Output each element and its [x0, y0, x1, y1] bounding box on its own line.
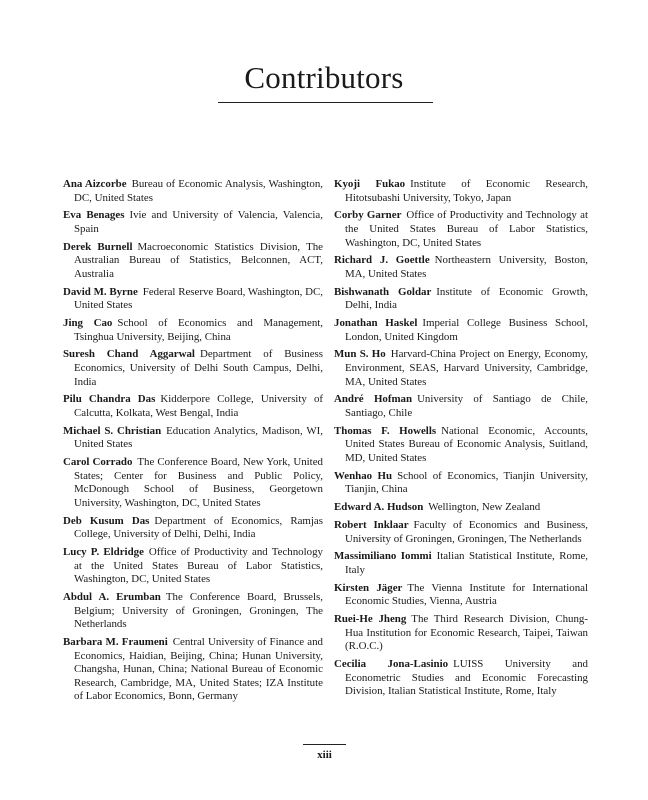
contributor-affiliation: Office of Productivity and Technology at the United States Bureau of Labor Statistics, Washington, DC, United States	[74, 546, 323, 586]
contributor-affiliation: Italian Statistical Institute, Rome, Italy	[345, 550, 588, 576]
contributor-name: Kirsten Jäger	[334, 581, 403, 594]
contributor-entry	[334, 209, 588, 250]
contributor-name: Michael S. Christian	[63, 424, 162, 437]
page-title: Contributors	[244, 60, 404, 95]
contributor-entry	[334, 470, 588, 497]
contributor-entry	[63, 393, 323, 420]
contributor-affiliation: School of Economics, Tianjin University, Tianjin, China	[345, 469, 588, 496]
folio-rule	[303, 744, 346, 745]
contributor-entry	[63, 178, 323, 205]
contributor-entry	[63, 546, 323, 587]
contributor-entry	[334, 348, 588, 389]
contributor-entry	[334, 582, 588, 609]
contributor-name: Edward A. Hudson	[334, 501, 424, 514]
contributor-affiliation: Office of Productivity and Technology at the United States Bureau of Labor Statistics, Washington, DC, United States	[345, 209, 588, 249]
contributor-entry	[63, 241, 323, 282]
contributor-entry	[63, 317, 323, 344]
contributor-entry	[63, 456, 323, 510]
contributor-name: Bishwanath Goldar	[334, 285, 432, 298]
contributor-name: Carol Corrado	[63, 456, 133, 469]
contributor-name: Eva Benages	[63, 209, 125, 222]
contributor-name: Massimiliano Iommi	[334, 550, 432, 563]
contributor-name: André Hofman	[334, 393, 413, 406]
contributor-name: Lucy P. Eldridge	[63, 546, 144, 559]
contributor-name: Jonathan Haskel	[334, 317, 418, 330]
page-number: xiii	[317, 749, 332, 761]
contributor-name: Cecilia Jona-Lasinio	[334, 658, 449, 671]
contributor-name: Corby Garner	[334, 209, 402, 222]
contributor-affiliation: Department of Business Economics, University of Delhi South Campus, Delhi, India	[74, 348, 324, 388]
contributor-affiliation: Institute of Economic Research, Hitotsubashi University, Tokyo, Japan	[345, 178, 588, 204]
contributor-name: Jing Cao	[63, 317, 113, 330]
contributor-entry	[334, 658, 588, 699]
contributor-name: Abdul A. Erumban	[63, 591, 161, 604]
contributor-entry	[63, 591, 323, 632]
contributor-entry	[334, 550, 588, 577]
contributor-entry	[63, 348, 323, 389]
contributors-right-column	[334, 178, 588, 703]
contributor-affiliation: LUISS University and Econometric Studies and Economic Forecasting Division, Italian Statistical Institute, Rome, Italy	[345, 658, 588, 698]
contributor-name: Richard J. Goettle	[334, 254, 430, 267]
contributor-name: Wenhao Hu	[334, 469, 393, 482]
contributor-affiliation: The Third Research Division, Chung-Hua Institution for Economic Research, Taipei, Taiwan (R.O.C.)	[345, 613, 588, 653]
contributor-affiliation: Macroeconomic Statistics Division, The Australian Bureau of Statistics, Belconnen, ACT, Australia	[74, 240, 324, 280]
contributor-name: Ana Aizcorbe	[63, 178, 127, 190]
contributor-affiliation: University of Santiago de Chile, Santiago, Chile	[345, 393, 588, 420]
contributor-name: Barbara M. Fraumeni	[63, 636, 168, 649]
contributor-entry	[334, 286, 588, 313]
contributor-affiliation: Imperial College Business School, London, United Kingdom	[345, 317, 588, 343]
contributor-affiliation: Federal Reserve Board, Washington, DC, United States	[74, 285, 323, 312]
contributor-affiliation: The Conference Board, New York, United States; Center for Business and Public Policy, McDonough School of Business, Georgetown University, Washington, DC, United States	[74, 456, 323, 509]
contributor-affiliation: Kidderpore College, University of Calcutta, Kolkata, West Bengal, India	[74, 393, 324, 420]
contributor-affiliation: National Economic, Accounts, United States Bureau of Economic Analysis, Suitland, MD, United States	[345, 424, 589, 464]
contributor-entry	[334, 519, 588, 546]
contributor-name: Suresh Chand Aggarwal	[63, 348, 195, 361]
contributor-affiliation: Central University of Finance and Economics, Haidian, Beijing, China; Hunan University, Changsha, Hunan, China; National Bureau of Economic Research, Cambridge, MA, United States; IZA Institute of Labor Economics, Bonn, Germany	[74, 636, 323, 703]
contributor-affiliation: The Vienna Institute for International Economic Studies, Vienna, Austria	[345, 581, 588, 608]
contributor-entry	[63, 636, 323, 704]
contributor-entry	[63, 425, 323, 452]
contributor-entry	[334, 425, 588, 466]
title-rule	[218, 102, 433, 103]
contributor-affiliation: Northeastern University, Boston, MA, United States	[345, 254, 588, 280]
contributor-affiliation: Faculty of Economics and Business, University of Groningen, Groningen, The Netherlands	[345, 518, 588, 545]
contributor-entry	[63, 209, 323, 236]
contributor-affiliation: The Conference Board, Brussels, Belgium; University of Groningen, Groningen, The Netherlands	[74, 591, 324, 631]
contributors-left-column	[63, 178, 323, 708]
contributor-name: Mun S. Ho	[334, 348, 386, 361]
contributor-entry	[334, 317, 588, 344]
contributor-affiliation: Department of Economics, Ramjas College, University of Delhi, Delhi, India	[74, 514, 323, 541]
contributor-name: Robert Inklaar	[334, 518, 409, 531]
contributor-entry	[334, 178, 588, 205]
contributor-name: Ruei-He Jheng	[334, 613, 407, 626]
contributor-entry	[63, 286, 323, 313]
contributor-affiliation: Institute of Economic Growth, Delhi, India	[345, 285, 588, 312]
contributor-name: Kyoji Fukao	[334, 178, 406, 190]
contributor-entry	[334, 501, 588, 515]
contributor-name: Deb Kusum Das	[63, 514, 150, 527]
contributor-entry	[63, 515, 323, 542]
contributor-affiliation: Wellington, New Zealand	[428, 501, 541, 514]
contributor-name: Thomas F. Howells	[334, 424, 437, 437]
contributor-entry	[334, 613, 588, 654]
contributor-entry	[334, 393, 588, 420]
contributor-name: Derek Burnell	[63, 240, 133, 253]
contributor-affiliation: Bureau of Economic Analysis, Washington, DC, United States	[74, 178, 323, 204]
contributor-name: David M. Byrne	[63, 285, 138, 298]
contributor-entry	[334, 254, 588, 281]
contributor-name: Pilu Chandra Das	[63, 393, 156, 406]
contributor-affiliation: Harvard-China Project on Energy, Economy, Environment, SEAS, Harvard University, Cambridge, MA, United States	[345, 348, 588, 388]
contributor-affiliation: School of Economics and Management, Tsinghua University, Beijing, China	[74, 317, 324, 343]
contributor-affiliation: Education Analytics, Madison, WI, United States	[74, 424, 323, 451]
contributor-affiliation: Ivie and University of Valencia, Valencia, Spain	[74, 209, 323, 235]
